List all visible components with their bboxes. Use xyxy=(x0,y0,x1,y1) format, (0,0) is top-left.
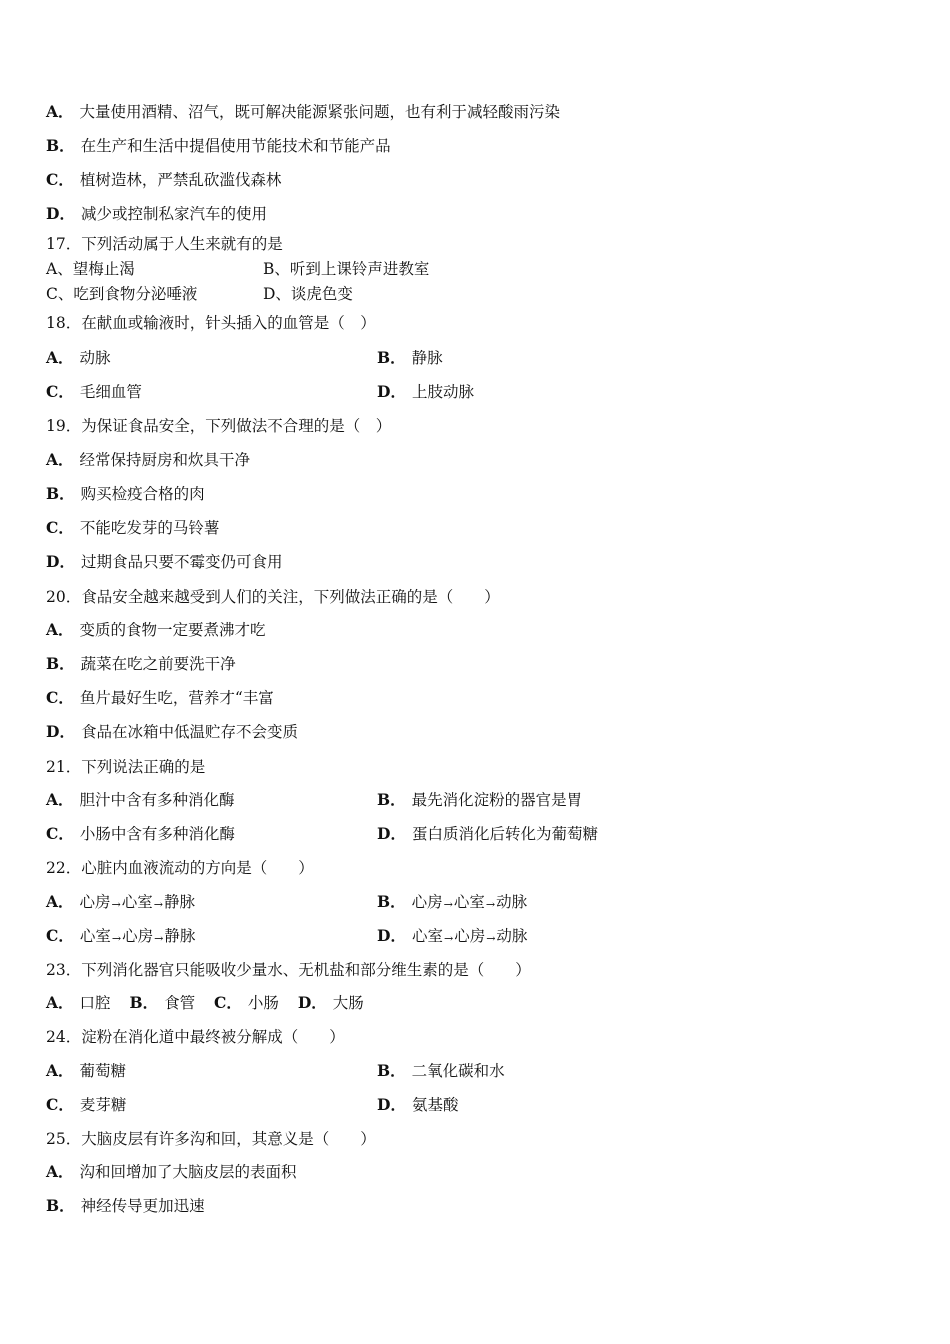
q16-option-a: A． 大量使用酒精、沼气，既可解决能源紧张问题，也有利于减轻酸雨污染 xyxy=(46,102,561,121)
arrow-right-icon: → xyxy=(443,898,453,911)
option-text: 过期食品只要不霉变仍可食用 xyxy=(80,553,283,571)
q23-option-b xyxy=(129,994,195,1012)
option-text: 麦芽糖 xyxy=(79,1096,127,1114)
q22-option-d xyxy=(377,926,527,949)
q23-stem: 23．下列消化器官只能吸收少量水、无机盐和部分维生素的是（ ） xyxy=(46,961,531,979)
option-label: B． xyxy=(46,484,75,503)
q20-option-c xyxy=(46,688,274,708)
option-text: 心房 xyxy=(454,927,486,945)
q23-option-c xyxy=(214,994,279,1012)
q17-option-c: C、吃到食物分泌唾液 xyxy=(46,285,198,303)
q18-option-a xyxy=(46,349,111,367)
option-label: C． xyxy=(46,382,74,401)
q17-row-1 xyxy=(46,259,646,279)
q16-option-b: B． 在生产和生活中提倡使用节能技术和节能产品 xyxy=(46,136,391,155)
option-text: 不能吃发芽的马铃薯 xyxy=(79,519,220,537)
q22-stem: 22．心脏内血液流动的方向是（ ） xyxy=(46,859,314,877)
option-label: C． xyxy=(46,1095,74,1114)
option-text: 食品在冰箱中低温贮存不会变质 xyxy=(80,723,298,741)
option-text: 小肠 xyxy=(247,994,279,1012)
q24-option-c xyxy=(46,1096,126,1114)
q18-row-2 xyxy=(46,382,746,402)
option-text: 动脉 xyxy=(496,927,528,945)
q19-option-b xyxy=(46,484,205,504)
q21-row-2 xyxy=(46,824,746,844)
option-text: 心室 xyxy=(121,893,153,911)
option-label: C． xyxy=(46,824,74,843)
option-label: B． xyxy=(129,993,159,1012)
q23-options xyxy=(46,993,364,1013)
q21-row-1 xyxy=(46,790,746,810)
option-label: C． xyxy=(214,993,242,1012)
option-text: 食管 xyxy=(164,994,196,1012)
q24-row-2 xyxy=(46,1095,746,1115)
option-label: D． xyxy=(46,552,75,571)
option-text: 动脉 xyxy=(496,893,528,911)
q25-stem: 25．大脑皮层有许多沟和回，其意义是（ ） xyxy=(46,1130,376,1148)
option-text: 沟和回增加了大脑皮层的表面积 xyxy=(79,1163,297,1181)
option-label: B． xyxy=(377,892,406,911)
option-text: 葡萄糖 xyxy=(79,1062,127,1080)
q21-option-d xyxy=(377,824,598,844)
q20-stem: 20．食品安全越来越受到人们的关注，下列做法正确的是（ ） xyxy=(46,588,500,606)
q22-row-2 xyxy=(46,926,746,949)
q20-option-a xyxy=(46,620,266,640)
q21-stem: 21．下列说法正确的是 xyxy=(46,758,206,776)
option-text: 静脉 xyxy=(164,893,196,911)
option-text: 静脉 xyxy=(164,927,196,945)
option-label: A． xyxy=(46,892,74,911)
q21-option-a xyxy=(46,791,235,809)
q19-option-c xyxy=(46,518,219,538)
q17-option-a: A、望梅止渴 xyxy=(46,260,135,278)
option-text: 氨基酸 xyxy=(411,1096,459,1114)
option-label: D． xyxy=(46,722,75,741)
q16-option-c: C． 植树造林，严禁乱砍滥伐森林 xyxy=(46,170,282,189)
option-label: D． xyxy=(297,993,327,1012)
arrow-right-icon: → xyxy=(111,932,122,945)
option-text: 动脉 xyxy=(79,349,111,367)
option-label: C． xyxy=(46,926,74,945)
arrow-right-icon: → xyxy=(485,898,496,911)
option-text: 蔬菜在吃之前要洗干净 xyxy=(80,655,236,673)
option-text: 心室 xyxy=(453,893,485,911)
option-label: A． xyxy=(46,450,74,469)
option-text: 心房 xyxy=(411,893,443,911)
q19-option-a xyxy=(46,450,250,470)
q18-option-c xyxy=(46,383,142,401)
option-label: B． xyxy=(377,348,406,367)
q22-option-a xyxy=(46,893,195,911)
option-label: A． xyxy=(46,790,74,809)
option-label: C． xyxy=(46,518,74,537)
option-text: 经常保持厨房和炊具干净 xyxy=(79,451,251,469)
option-text: 神经传导更加迅速 xyxy=(80,1197,205,1215)
q24-stem: 24．淀粉在消化道中最终被分解成（ ） xyxy=(46,1028,345,1046)
option-text: 小肠中含有多种消化酶 xyxy=(79,825,235,843)
q20-option-d xyxy=(46,722,298,742)
q19-option-d xyxy=(46,552,282,572)
q23-option-d xyxy=(298,994,364,1012)
q17-option-d: D、谈虎色变 xyxy=(263,285,353,303)
q18-row-1 xyxy=(46,348,746,368)
option-label: A． xyxy=(46,348,74,367)
option-text: 心房 xyxy=(79,893,111,911)
arrow-right-icon: → xyxy=(486,932,496,945)
arrow-right-icon: → xyxy=(443,932,454,945)
option-text: 大肠 xyxy=(332,994,364,1012)
q24-option-d xyxy=(377,1095,458,1115)
arrow-right-icon: → xyxy=(111,898,121,911)
q21-option-b xyxy=(377,790,582,810)
option-label: C． xyxy=(46,688,74,707)
option-text: 二氧化碳和水 xyxy=(411,1062,505,1080)
q24-option-a xyxy=(46,1062,126,1080)
option-label: B． xyxy=(377,790,406,809)
option-label: D． xyxy=(377,1095,406,1114)
option-text: 蛋白质消化后转化为葡萄糖 xyxy=(411,825,598,843)
option-text: 购买检疫合格的肉 xyxy=(80,485,205,503)
option-text: 口腔 xyxy=(79,994,111,1012)
option-label: A． xyxy=(46,1061,74,1080)
q17-option-b: B、听到上课铃声进教室 xyxy=(263,260,430,278)
q17-stem: 17．下列活动属于人生来就有的是 xyxy=(46,235,283,253)
q18-stem: 18．在献血或输液时，针头插入的血管是（ ） xyxy=(46,314,376,332)
q22-option-c xyxy=(46,927,195,945)
arrow-right-icon: → xyxy=(153,898,163,911)
option-label: A． xyxy=(46,620,74,639)
q21-option-c xyxy=(46,825,235,843)
option-label: B． xyxy=(377,1061,406,1080)
option-label: A． xyxy=(46,993,74,1012)
q20-option-b xyxy=(46,654,236,674)
option-label: B． xyxy=(46,1196,75,1215)
q17-row-2 xyxy=(46,284,646,304)
q24-option-b xyxy=(377,1061,505,1081)
option-text: 胆汁中含有多种消化酶 xyxy=(79,791,235,809)
q19-stem: 19．为保证食品安全，下列做法不合理的是（ ） xyxy=(46,417,392,435)
option-label: A． xyxy=(46,1162,74,1181)
option-text: 最先消化淀粉的器官是胃 xyxy=(411,791,583,809)
q18-option-b xyxy=(377,348,443,368)
option-label: B． xyxy=(46,654,75,673)
q22-option-b xyxy=(377,892,527,915)
q24-row-1 xyxy=(46,1061,746,1081)
option-label: D． xyxy=(377,382,406,401)
option-text: 上肢动脉 xyxy=(411,383,474,401)
q25-option-b xyxy=(46,1196,205,1216)
option-text: 心室 xyxy=(79,927,111,945)
option-label: D． xyxy=(377,824,406,843)
option-text: 变质的食物一定要煮沸才吃 xyxy=(79,621,266,639)
q25-option-a xyxy=(46,1162,297,1182)
q23-option-a xyxy=(46,994,111,1012)
option-text: 毛细血管 xyxy=(79,383,142,401)
q22-row-1 xyxy=(46,892,746,915)
option-text: 静脉 xyxy=(411,349,443,367)
option-label: D． xyxy=(377,926,406,945)
option-text: 鱼片最好生吃，营养才“丰富 xyxy=(79,689,274,707)
arrow-right-icon: → xyxy=(154,932,164,945)
option-text: 心房 xyxy=(122,927,154,945)
q18-option-d xyxy=(377,382,474,402)
option-text: 心室 xyxy=(411,927,443,945)
q16-option-d: D． 减少或控制私家汽车的使用 xyxy=(46,204,267,223)
